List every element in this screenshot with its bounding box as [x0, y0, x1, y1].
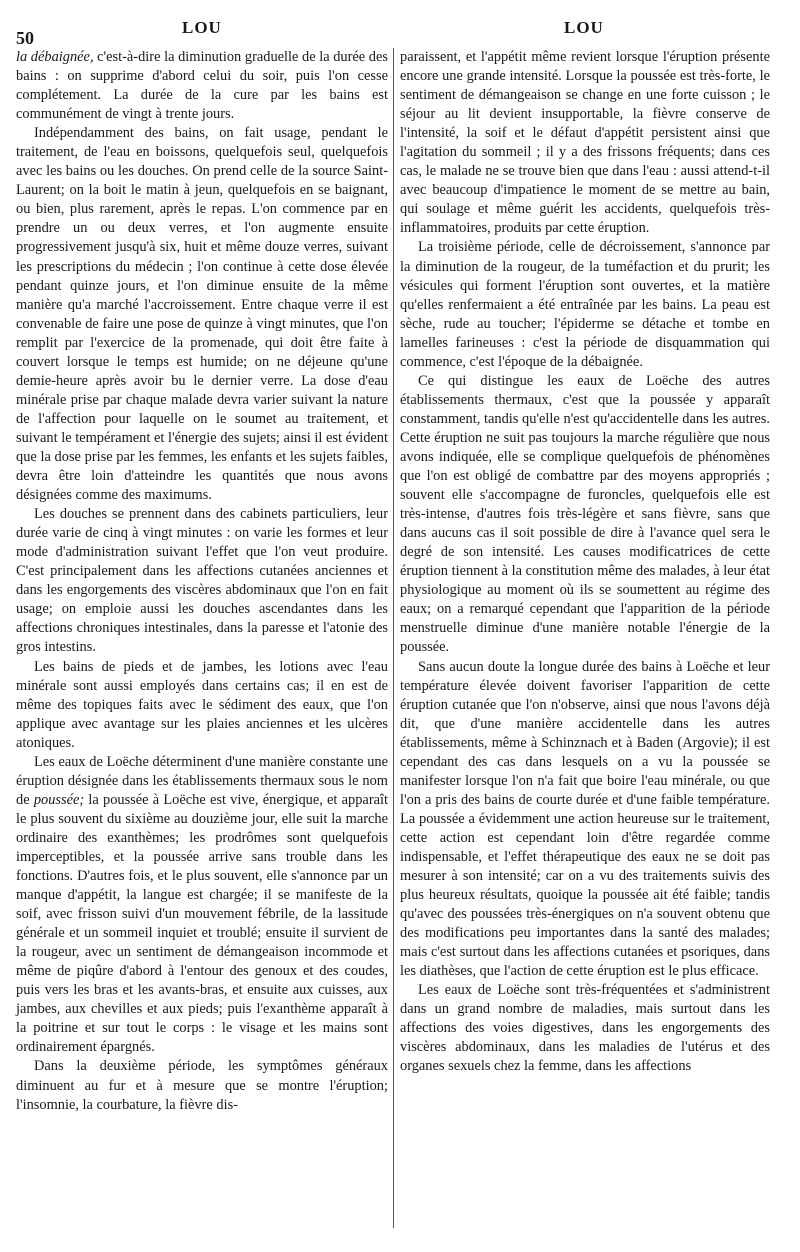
paragraph: paraissent, et l'appétit même revient lorsque l'éruption présente encore une grande intensité. Lorsque la poussée est très-forte, le sentiment de démangeaison se change en une forte cuisson ; le séjour au lit devient insupportable, la fièvre conserve de l'intensité, la soif et le défaut d'appétit persistent ainsi que l'agitation du sommeil ; il y a des frissons fréquents; dans ces cas, le malade ne se trouve bien que dans l'eau : aussi attend-t-il avec beaucoup d'impatience le moment de se mettre au bain, qui soulage et même guérit les accidents, quelquefois très-inflammatoires, produits par cette éruption. [400, 49, 770, 237]
paragraph: Les douches se prennent dans des cabinets particuliers, leur durée varie de cinq à vingt minutes : on varie les formes et leur mode d'administration suivant l'effet que l'on veut produire. C'est principalement dans les affections cutanées anciennes et dans les engorgements des viscères abdominaux que l'on en fait usage; on emploie aussi les douches ascendantes dans les affections chroniques intestinales, dans la paresse et l'atonie des gros intestins. [16, 506, 388, 656]
paragraph: Les eaux de Loëche sont très-fréquentées et s'administrent dans un grand nombre de maladies, mais surtout dans les affections des voies digestives, dans les engorgements des viscères abdominaux, dans les maladies de l'utérus et des organes sexuels chez la femme, dans les affections [400, 982, 770, 1075]
emphasis: poussée; [33, 791, 85, 808]
paragraph: Ce qui distingue les eaux de Loëche des autres établissements thermaux, c'est que la poussée y apparaît constamment, tandis qu'elle n'est qu'accidentelle dans les autres. Cette éruption ne suit pas toujours la marche régulière que nous avons indiquée, elle se complique quelquefois de phénomènes que l'on est obligé de combattre par des moyens appropriés ; souvent elle s'accompagne de furoncles, quelquefois elle est très-intense, d'autres fois très-légère et sans fièvre, sans que dans aucuns cas il soit possible de dire à l'avance quel sera le degré de son intensité. Les causes modificatrices de cette éruption tiennent à la constitution même des malades, à leur état physiologique au moment où ils se soumettent au régime des eaux; on a remarqué cependant que l'apparition de la période menstruelle diminue d'une manière notable l'énergie de la poussée. [400, 372, 770, 656]
paragraph [16, 48, 388, 124]
paragraph-text: la poussée à Loëche est vive, énergique, et apparaît le plus souvent du sixième au douzième jour, elle suit la marche ordinaire des exanthèmes; les prodrômes sont quelquefois imperceptibles, et la poussée arrive sans trouble dans les fonctions. D'autres fois, et le plus souvent, elle s'annonce par un manque d'appétit, la langue est chargée; il se manifeste de la soif, avec frisson suivi d'un mouvement fébrile, de la lassitude générale et un sommeil inquiet et troublé; ensuite il survient de la rougeur, avec un sentiment de démangeaison incommode et même de piqûre d'abord à l'entour des genoux et des coudes, puis vers les bras et les avants-bras, et ensuite aux cuisses, aux jambes, aux chevilles et aux pieds; puis l'exanthème apparaît à la poitrine et sur tout le corps : le visage et les mains sont ordinairement épargnés. [16, 791, 388, 1056]
paragraph [16, 753, 388, 1058]
page-header [0, 18, 800, 48]
page-number: 50 [16, 28, 34, 48]
emphasis: la débaignée, [16, 49, 94, 65]
paragraph: Les bains de pieds et de jambes, les lotions avec l'eau minérale sont aussi employés dans certains cas; il en est de même des topiques faits avec le sédiment des eaux, que l'on applique avec avantage sur les plaies anciennes et les ulcères atoniques. [16, 658, 388, 751]
running-head-left: LOU [182, 18, 222, 37]
paragraph: Dans la deuxième période, les symptômes généraux diminuent au fur et à mesure que se montre l'éruption; l'insomnie, la courbature, la fièvre dis- [16, 1058, 388, 1113]
paragraph-text: Les eaux de Loëche déterminent d'une manière constante une éruption désignée dans les établissements thermaux sous le nom de [16, 753, 388, 808]
left-column [16, 48, 388, 1115]
paragraph-text: c'est-à-dire la diminution graduelle de la durée des bains : on supprime d'abord celui du soir, puis l'on cesse complétement. La durée de la cure par les bains est communément de vingt à trente jours. [16, 49, 388, 123]
column-divider [393, 48, 394, 1228]
right-column [400, 48, 770, 1077]
paragraph: La troisième période, celle de décroissement, s'annonce par la diminution de la rougeur, de la tuméfaction et du prurit; les vésicules qui forment l'éruption sont ouvertes, et la matière qu'elles renfermaient a été entraînée par les bains. La peau est sèche, rude au toucher; l'épiderme se détache et tombe en lamelles farineuses : c'est la période de disquammation qui commence, c'est l'époque de la débaignée. [400, 239, 770, 370]
running-head-right: LOU [564, 18, 604, 37]
paragraph: Sans aucun doute la longue durée des bains à Loëche et leur température élevée doivent favoriser l'apparition de cette éruption cutanée que l'on n'observe, ainsi que nous l'avons déjà dit, que d'une manière accidentelle dans les autres établissements, même à Schinznach et à Baden (Argovie); il est cependant des cas dans lesquels on a vu la poussée se manifester lorsque l'on n'a fait que boire l'eau minérale, ou que l'on a pris des bains de courte durée et d'une faible température. La poussée a évidemment une action heureuse sur le traitement, cette action est cependant loin d'être regardée comme indispensable, et l'effet thérapeutique des eaux ne se doit pas mesurer à son intensité; car on a vu des traitements suivis des plus heureux résultats, quoique la poussée ait été faible; tandis qu'avec des poussées très-énergiques on n'a souvent obtenu que des modifications peu importantes dans la santé des malades; mais c'est surtout dans les affections cutanées et psoriques, dans les diathèses, que l'action de cette éruption est le plus efficace. [400, 658, 770, 980]
paragraph: Indépendamment des bains, on fait usage, pendant le traitement, de l'eau en boissons, quelquefois seul, quelquefois avec les bains ou les douches. On prend celle de la source Saint-Laurent; on la boit le matin à jeun, quelquefois en se baignant, ou bien, plus rarement, après le repas. L'on commence par en prendre un ou deux verres, et l'on augmente ensuite progressivement jusqu'à six, huit et même douze verres, suivant les prescriptions du médecin ; l'on continue à cette dose élevée pendant quinze jours, et l'on diminue ensuite de la même manière qu'a marché l'accroissement. Entre chaque verre il est convenable de faire une pose de quinze à vingt minutes, que l'on remplit par l'exercice de la promenade, qui doit être faite à couvert lorsque le temps est humide; on ne déjeune qu'une demie-heure après avoir bu le dernier verre. La dose d'eau minérale prise par chaque malade devra varier suivant la nature de l'affection pour laquelle on le soumet au traitement, et suivant le tempérament et l'énergie des sujets; ainsi il est évident que la dose prise par les femmes, les enfants et les sujets faibles, devra être loin d'atteindre les quantités que nous avons désignées comme des maximums. [16, 125, 388, 504]
